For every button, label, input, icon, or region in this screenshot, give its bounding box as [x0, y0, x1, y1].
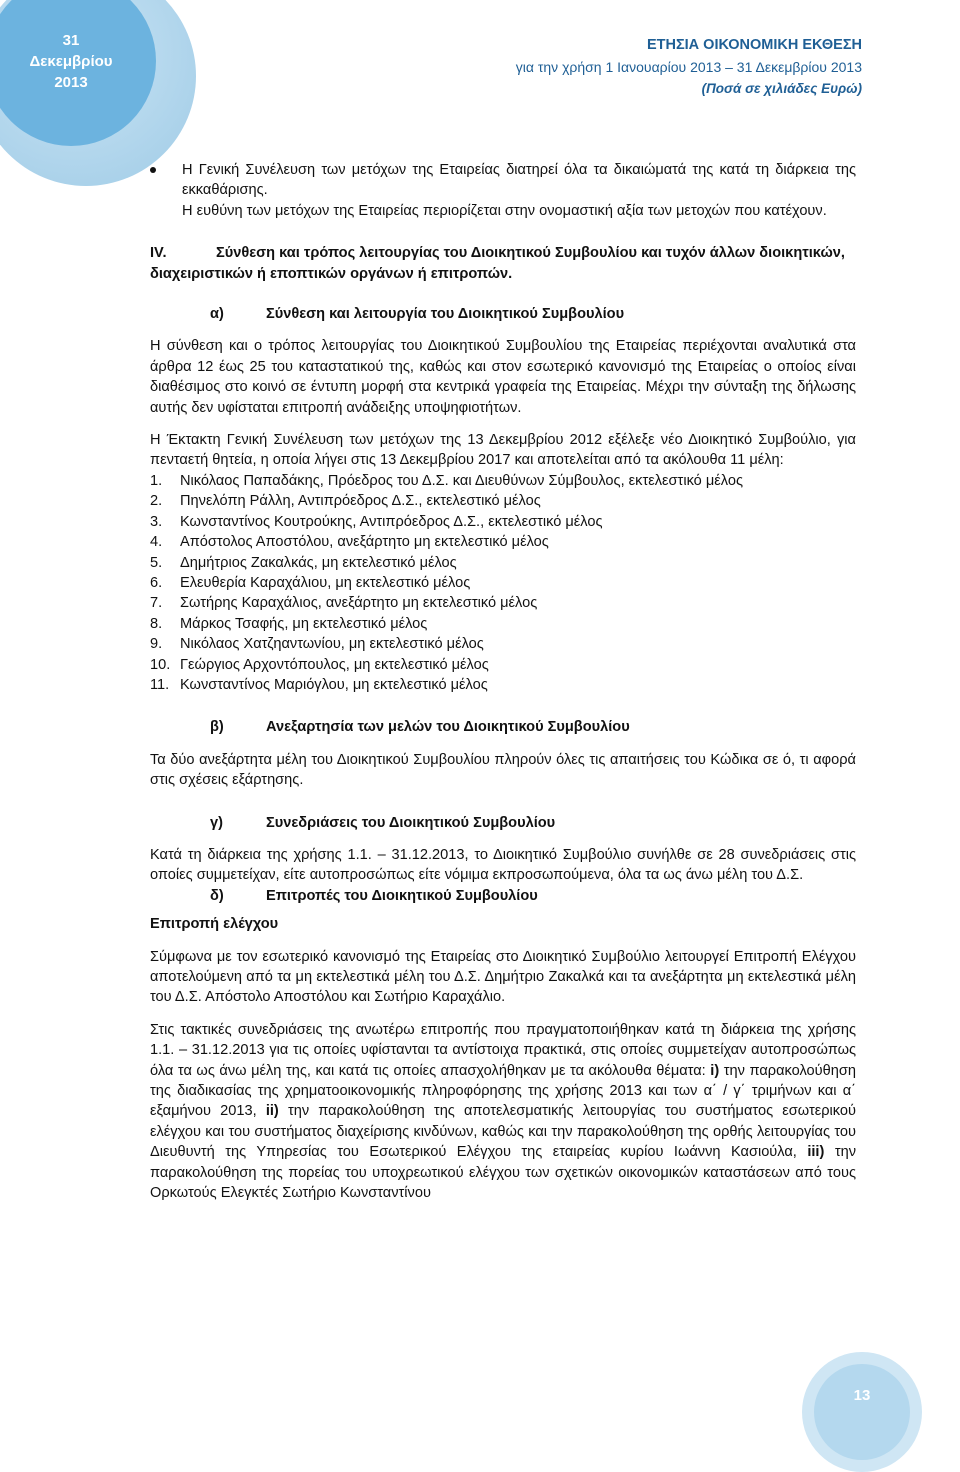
list-item: 6. Ελευθερία Καραχάλιου, μη εκτελεστικό μέλος — [150, 574, 471, 591]
subsection-label: α) — [210, 306, 224, 323]
paragraph: Κατά τη διάρκεια της χρήσης 1.1. – 31.12.2013, το Διοικητικό Συμβούλιο συνήλθε σε 28 συνεδριάσεις στις οποίες συμμετείχαν, είτε αυτοπροσώπως είτε νόμιμα εκπροσωπούμενα, όλα τα ως άνω μέλη του Δ.Σ. — [150, 846, 856, 884]
section-number: IV. — [150, 245, 167, 262]
badge-day: 31 — [62, 31, 80, 49]
subsection-d-heading — [150, 886, 856, 906]
list-item: 2. Πηνελόπη Ράλλη, Αντιπρόεδρος Δ.Σ., εκτελεστικό μέλος — [150, 493, 541, 510]
subsection-a-heading — [150, 304, 856, 324]
report-title: ΕΤΗΣΙΑ ΟΙΚΟΝΟΜΙΚΗ ΕΚΘΕΣΗ — [646, 37, 862, 53]
report-units: (Ποσά σε χιλιάδες Ευρώ) — [701, 81, 862, 96]
committee-title: Επιτροπή ελέγχου — [150, 916, 279, 933]
paragraph: Σύμφωνα με τον εσωτερικό κανονισμό της Εταιρείας στο Διοικητικό Συμβούλιο λειτουργεί Επιτροπή Ελέγχου αποτελούμενη από τα μη εκτελεστικά μέλη του Δ.Σ. Δημήτριο Ζακαλκά και τα ανεξάρτητα μη εκτελεστικά μέλη του Δ.Σ. Απόστολο Αποστόλου και Σωτήριο Καραχάλιο. — [150, 948, 856, 1006]
bullet-list — [150, 160, 856, 221]
board-members-list — [150, 471, 856, 695]
subsection-b-heading — [150, 717, 856, 737]
report-header — [516, 34, 862, 100]
page-number-badge — [802, 1352, 922, 1472]
badge-year: 2013 — [54, 73, 88, 91]
list-item: 10. Γεώργιος Αρχοντόπουλος, μη εκτελεστικό μέλος — [150, 656, 489, 673]
list-item: 9. Νικόλαος Χατζηαντωνίου, μη εκτελεστικό μέλος — [150, 636, 484, 653]
subsection-title: Σύνθεση και λειτουργία του Διοικητικού Συμβουλίου — [266, 306, 625, 323]
section-iv-heading — [150, 243, 856, 284]
report-period: για την χρήση 1 Ιανουαρίου 2013 – 31 Δεκεμβρίου 2013 — [515, 59, 862, 75]
list-item: 7. Σωτήρης Καραχάλιος, ανεξάρτητο μη εκτελεστικό μέλος — [150, 595, 538, 612]
subsection-title: Επιτροπές του Διοικητικού Συμβουλίου — [266, 887, 538, 904]
subsection-c-heading — [150, 813, 856, 833]
list-item: 4. Απόστολος Αποστόλου, ανεξάρτητο μη εκτελεστικό μέλος — [150, 534, 549, 551]
list-item: 3. Κωνσταντίνος Κουτρούκης, Αντιπρόεδρος Δ.Σ., εκτελεστικό μέλος — [150, 513, 603, 530]
page-number: 13 — [814, 1364, 910, 1460]
date-badge — [0, 0, 196, 186]
paragraph: Η σύνθεση και ο τρόπος λειτουργίας του Διοικητικού Συμβουλίου της Εταιρείας περιέχονται αναλυτικά στα άρθρα 12 έως 25 του καταστατικού της, καθώς και στον εσωτερικό κανονισμό της Εταιρείας ο οποίος είναι διαθέσιμος στο κοινό σε έντυπη μορφή στα κεντρικά γραφεία της Εταιρείας. Μέχρι την σύνταξη της δήλωσης αυτής δεν υφίσταται επιτροπή ανάδειξης υποψηφιοτήτων. — [150, 338, 856, 416]
list-item: 8. Μάρκος Τσαφής, μη εκτελεστικό μέλος — [150, 615, 428, 632]
subsection-label: γ) — [210, 814, 223, 831]
list-item: 1. Νικόλαος Παπαδάκης, Πρόεδρος του Δ.Σ. και Διευθύνων Σύμβουλος, εκτελεστικό μέλος — [150, 472, 743, 489]
list-item: 5. Δημήτριος Ζακαλκάς, μη εκτελεστικό μέλος — [150, 554, 457, 571]
paragraph: Στις τακτικές συνεδριάσεις της ανωτέρω επιτροπής που πραγματοποιήθηκαν κατά τη διάρκεια της χρήσης 1.1. – 31.12.2013 για τις οποίες υφίστανται τα αντίστοιχα πρακτικά, στις οποίες συμμετείχαν αυτοπροσώπως όλα τα ως άνω μέλη της, και κατά τις οποίες απασχολήθηκαν με τα ακόλουθα θέματα: i) την παρακολούθηση της διαδικασίας της χρηματοοικονομικής πληροφόρησης της χρήσης 2013 και των α΄ / γ΄ τριμήνων και α΄ εξαμήνου 2013, ii) την παρακολούθηση της αποτελεσματικής λειτουργίας του συστήματος εσωτερικού ελέγχου και του συστήματος διαχείρισης κινδύνων, καθώς και την παρακολούθηση της ορθής λειτουργίας του Διευθυντή της Υπηρεσίας του Εσωτερικού Ελέγχου της εταιρείας κυρίου Ιωάννη Κασιούλα, iii) την παρακολούθηση της πορείας του υποχρεωτικού ελέγχου των σχετικών οικονομικών καταστάσεων από τους Ορκωτούς Ελεγκτές Σωτήριο Κωνσταντίνου — [150, 1021, 856, 1202]
list-item: 11. Κωνσταντίνος Μαριόγλου, μη εκτελεστικό μέλος — [150, 676, 488, 693]
section-title: Σύνθεση και τρόπος λειτουργίας του Διοικητικού Συμβουλίου και τυχόν άλλων διοικητικών, διαχειριστικών ή εποπτικών οργάνων ή επιτροπών. — [150, 245, 845, 282]
bullet-item: Η ευθύνη των μετόχων της Εταιρείας περιορίζεται στην ονομαστική αξία των μετοχών που κατέχουν. — [182, 202, 827, 219]
subsection-title: Ανεξαρτησία των μελών του Διοικητικού Συμβουλίου — [266, 719, 630, 736]
badge-month: Δεκεμβρίου — [29, 52, 113, 70]
date-badge-inner — [0, 0, 156, 146]
document-body — [150, 160, 856, 1203]
paragraph: Τα δύο ανεξάρτητα μέλη του Διοικητικού Συμβουλίου πληρούν όλες τις απαιτήσεις του Κώδικα σε ό, τι αφορά στις σχέσεις εξάρτησης. — [150, 751, 856, 789]
bullet-item: Η Γενική Συνέλευση των μετόχων της Εταιρείας διατηρεί όλα τα δικαιώματά της κατά τη διάρκεια της εκκαθάρισης. — [150, 160, 856, 201]
subsection-title: Συνεδριάσεις του Διοικητικού Συμβουλίου — [266, 814, 556, 831]
subsection-label: β) — [210, 719, 224, 736]
subsection-label: δ) — [210, 887, 224, 904]
paragraph: Η Έκτακτη Γενική Συνέλευση των μετόχων της 13 Δεκεμβρίου 2012 εξέλεξε νέο Διοικητικό Συμβούλιο, για πενταετή θητεία, η οποία λήγει στις 13 Δεκεμβρίου 2017 και αποτελείται από τα ακόλουθα 11 μέλη: — [150, 432, 856, 469]
